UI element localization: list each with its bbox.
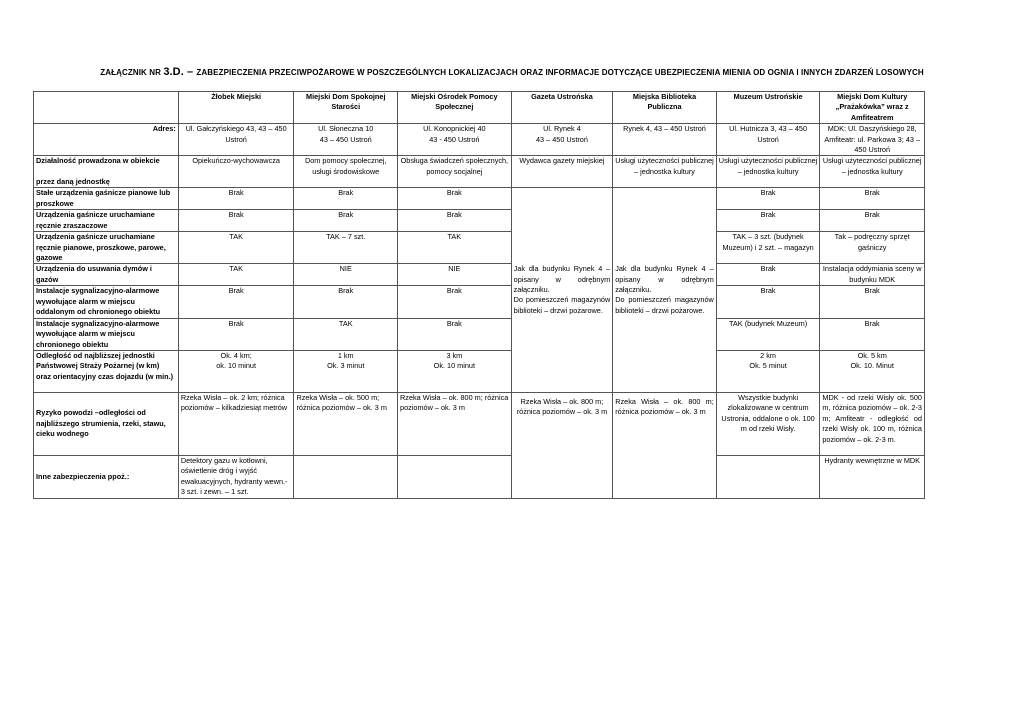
row-label: Instalacje sygnalizacyjno-alarmowe wywołujące alarm w miejscu oddalonym od chronionego obiektu <box>34 286 179 318</box>
gazeta-merged-cell: Jak dla budynku Rynek 4 – opisany w odrębnym załączniku. Do pomieszczeń magazynów biblioteki – drzwi pożarowe. <box>511 188 613 392</box>
table-cell: Brak <box>398 188 512 210</box>
table-cell <box>716 455 820 498</box>
table-row <box>34 232 925 264</box>
table-row <box>34 318 925 350</box>
table-cell: TAK – 7 szt. <box>294 232 398 264</box>
table-cell: Brak <box>716 188 820 210</box>
activity-cell: Usługi użyteczności publicznej – jednostka kultury <box>613 156 717 188</box>
title-prefix: ZAŁĄCZNIK NR <box>100 68 164 77</box>
row-label: Urządzenia gaśnicze uruchamiane ręcznie zraszaczowe <box>34 210 179 232</box>
table-cell: TAK <box>294 318 398 350</box>
header-row <box>34 92 925 124</box>
table-cell: TAK (budynek Muzeum) <box>716 318 820 350</box>
table-row <box>34 188 925 210</box>
flood-risk-row <box>34 392 925 455</box>
activity-cell: Obsługa świadczeń społecznych, pomocy socjalnej <box>398 156 512 188</box>
table-cell: Brak <box>178 188 294 210</box>
table-cell: Rzeka Wisła – ok. 2 km; różnica poziomów – kilkadziesiąt metrów <box>178 392 294 455</box>
activity-cell: Opiekuńczo-wychowawcza <box>178 156 294 188</box>
table-cell: Brak <box>820 210 925 232</box>
table-cell: TAK <box>398 232 512 264</box>
table-cell: NIE <box>398 264 512 286</box>
activity-label-gap <box>36 167 176 177</box>
header-biblioteka: Miejska Biblioteka Publiczna <box>613 92 717 124</box>
title-text: ZABEZPIECZENIA PRZECIWPOŻAROWE W POSZCZEGÓLNYCH LOKALIZACJACH ORAZ INFORMACJE DOTYCZĄCE UBEZPIECZENIA MIENIA OD OGNIA I INNYCH ZDARZEŃ LOSOWYCH <box>196 68 924 77</box>
activity-label-line1: Działalność prowadzona w obiekcie <box>36 156 160 166</box>
table-cell: Brak <box>178 210 294 232</box>
table-cell: Rzeka Wisła – ok. 800 m; różnica poziomów – ok. 3 m <box>398 392 512 455</box>
address-cell: Ul. Gałczyńskiego 43, 43 – 450 Ustroń <box>178 124 294 156</box>
table-cell: Detektory gazu w kotłowni, oświetlenie dróg i wyjść ewakuacyjnych, hydranty wewn.- 3 szt. i zewn. – 1 szt. <box>178 455 294 498</box>
address-row <box>34 124 925 156</box>
row-label: Odległość od najbliższej jednostki Państwowej Straży Pożarnej (w km) oraz orientacyjny czas dojazdu (w min.) <box>34 350 179 392</box>
header-zlobek: Żłobek Miejski <box>178 92 294 124</box>
title-number: 3.D. <box>163 66 184 78</box>
table-cell: Brak <box>294 286 398 318</box>
table-row <box>34 264 925 286</box>
table-cell: 1 km Ok. 3 minut <box>294 350 398 392</box>
table-cell: Brak <box>178 286 294 318</box>
activity-label <box>34 156 179 188</box>
table-cell: Hydranty wewnętrzne w MDK <box>820 455 925 498</box>
address-cell: Ul. Hutnicza 3, 43 – 450 Ustroń <box>716 124 820 156</box>
table-cell: Brak <box>294 188 398 210</box>
table-cell: Brak <box>716 286 820 318</box>
row-label: Ryzyko powodzi –odległości od najbliższego strumienia, rzeki, stawu, cieku wodnego <box>34 392 179 455</box>
table-row <box>34 286 925 318</box>
header-muzeum: Muzeum Ustrońskie <box>716 92 820 124</box>
table-cell: Ok. 4 km; ok. 10 minut <box>178 350 294 392</box>
title-dash: – <box>183 66 197 78</box>
table-cell <box>294 455 398 498</box>
header-gazeta: Gazeta Ustrońska <box>511 92 613 124</box>
table-cell: Brak <box>820 318 925 350</box>
page-title <box>0 66 1024 78</box>
activity-label-line2: przez daną jednostkę <box>36 176 110 186</box>
table-cell: 3 km Ok. 10 minut <box>398 350 512 392</box>
table-cell: Brak <box>820 286 925 318</box>
table-cell: Brak <box>398 286 512 318</box>
table-row <box>34 350 925 392</box>
table-cell: Tak – podręczny sprzęt gaśniczy <box>820 232 925 264</box>
row-label: Urządzenia do usuwania dymów i gazów <box>34 264 179 286</box>
row-label: Stałe urządzenia gaśnicze pianowe lub proszkowe <box>34 188 179 210</box>
table-cell: Wszystkie budynki zlokalizowane w centrum Ustronia, oddalone o ok. 100 m od rzeki Wisły. <box>716 392 820 455</box>
table-cell: NIE <box>294 264 398 286</box>
header-mops: Miejski Ośrodek Pomocy Społecznej <box>398 92 512 124</box>
row-label: Urządzenia gaśnicze uruchamiane ręcznie pianowe, proszkowe, parowe, gazowe <box>34 232 179 264</box>
header-mdk: Miejski Dom Kultury „Prażakówka” wraz z Amfiteatrem <box>820 92 925 124</box>
table-cell: Brak <box>294 210 398 232</box>
biblioteka-flood-cell: Rzeka Wisła – ok. 800 m; różnica poziomów – ok. 3 m <box>613 392 717 498</box>
gazeta-flood-cell: Rzeka Wisła – ok. 800 m; różnica poziomów – ok. 3 m <box>511 392 613 498</box>
table-cell: Brak <box>820 188 925 210</box>
table-cell: Brak <box>716 210 820 232</box>
address-cell: Ul. Konopnickiej 40 43 - 450 Ustroń <box>398 124 512 156</box>
table-row <box>34 210 925 232</box>
header-dom-starosci: Miejski Dom Spokojnej Starości <box>294 92 398 124</box>
biblioteka-merged-cell: Jak dla budynku Rynek 4 – opisany w odrębnym załączniku. Do pomieszczeń magazynów biblioteki – drzwi pożarowe. <box>613 188 717 392</box>
table-cell: Ok. 5 km Ok. 10. Minut <box>820 350 925 392</box>
table-cell: Brak <box>178 318 294 350</box>
table-cell: TAK <box>178 232 294 264</box>
fire-protection-table <box>33 91 925 499</box>
table-cell <box>398 455 512 498</box>
activity-cell: Usługi użyteczności publicznej – jednostka kultury <box>716 156 820 188</box>
address-cell: Ul. Słoneczna 10 43 – 450 Ustroń <box>294 124 398 156</box>
activity-cell: Dom pomocy społecznej, usługi środowiskowe <box>294 156 398 188</box>
other-protection-row <box>34 455 925 498</box>
table-cell: TAK <box>178 264 294 286</box>
address-cell: Rynek 4, 43 – 450 Ustroń <box>613 124 717 156</box>
table-cell: Rzeka Wisła – ok. 500 m; różnica poziomów – ok. 3 m <box>294 392 398 455</box>
table-cell: Brak <box>398 210 512 232</box>
table-cell: TAK – 3 szt. (budynek Muzeum) i 2 szt. – magazyn <box>716 232 820 264</box>
activity-cell: Wydawca gazety miejskiej <box>511 156 613 188</box>
address-label: Adres: <box>34 124 179 156</box>
table-cell: MDK - od rzeki Wisły ok. 500 m, różnica poziomów – ok. 2-3 m; Amfiteatr - odległość od rzeki Wisły ok. 100 m, różnica poziomów – ok. 2-3 m. <box>820 392 925 455</box>
address-cell: Ul. Rynek 4 43 – 450 Ustroń <box>511 124 613 156</box>
table-cell: Brak <box>398 318 512 350</box>
table-cell: 2 km Ok. 5 minut <box>716 350 820 392</box>
table-cell: Instalacja oddymiania sceny w budynku MDK <box>820 264 925 286</box>
row-label: Instalacje sygnalizacyjno-alarmowe wywołujące alarm w miejscu chronionego obiektu <box>34 318 179 350</box>
row-label: Inne zabezpieczenia ppoż.: <box>34 455 179 498</box>
activity-cell: Usługi użyteczności publicznej – jednostka kultury <box>820 156 925 188</box>
table-cell: Brak <box>716 264 820 286</box>
activity-row <box>34 156 925 188</box>
address-cell: MDK: Ul. Daszyńskiego 28, Amfiteatr: ul. Parkowa 3; 43 – 450 Ustroń <box>820 124 925 156</box>
header-empty-cell <box>34 92 179 124</box>
